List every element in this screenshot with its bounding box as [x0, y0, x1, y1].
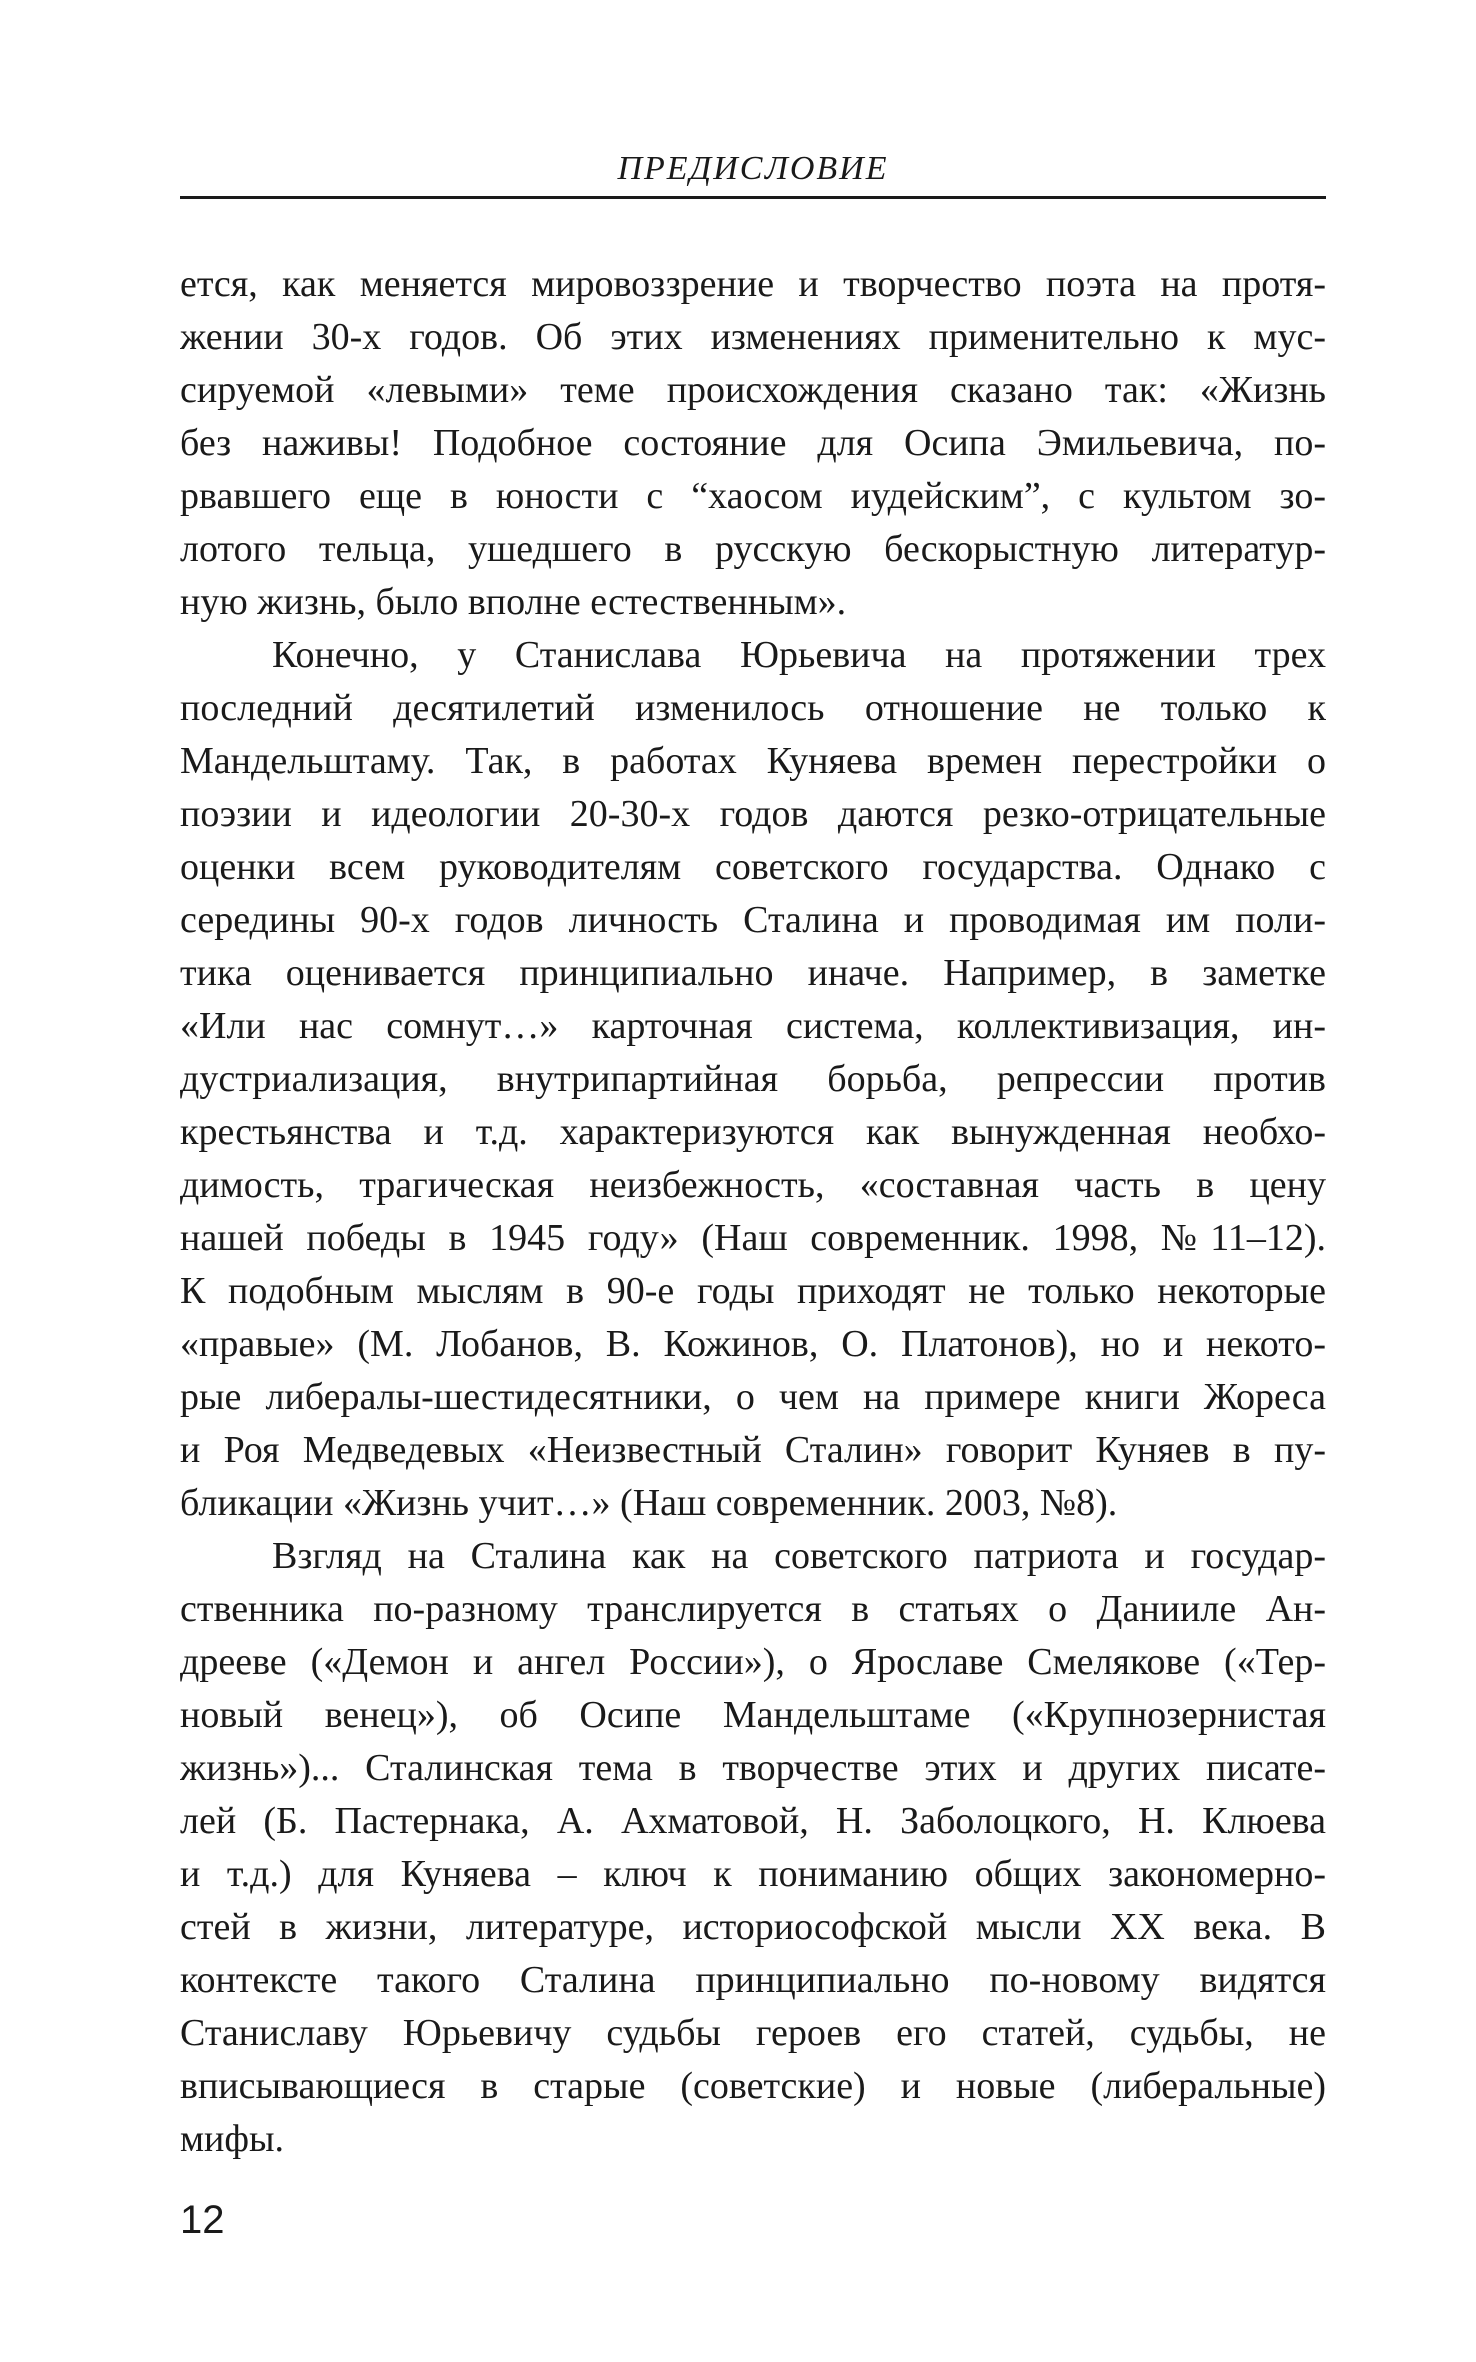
text-line: ственника по-разному транслируется в статьях о Данииле Ан- [180, 1588, 1326, 1630]
text-line: рвавшего еще в юности с “хаосом иудейским”, с культом зо- [180, 475, 1326, 517]
text-line: и Роя Медведевых «Неизвестный Сталин» говорит Куняев в пу- [180, 1429, 1326, 1471]
text-line: без наживы! Подобное состояние для Осипа Эмильевича, по- [180, 422, 1326, 464]
text-line: лотого тельца, ушедшего в русскую бескорыстную литератур- [180, 528, 1326, 570]
text-line: бликации «Жизнь учит…» (Наш современник. 2003, №8). [180, 1482, 1118, 1524]
text-line: димость, трагическая неизбежность, «составная часть в цену [180, 1164, 1326, 1206]
text-line: новый венец»), об Осипе Мандельштаме («Крупнозернистая [180, 1694, 1326, 1736]
text-line: контексте такого Сталина принципиально по-новому видятся [180, 1959, 1326, 2001]
page-number: 12 [180, 2198, 225, 2242]
text-line: жизнь»)... Сталинская тема в творчестве этих и других писате- [180, 1747, 1326, 1789]
text-line: ется, как меняется мировоззрение и творчество поэта на протя- [180, 263, 1326, 305]
text-line: Станиславу Юрьевичу судьбы героев его статей, судьбы, не [180, 2012, 1326, 2054]
text-line: дустриализация, внутрипартийная борьба, репрессии против [180, 1058, 1326, 1100]
text-line: стей в жизни, литературе, историософской мысли XX века. В [180, 1906, 1326, 1948]
text-line: Взгляд на Сталина как на советского патриота и государ- [272, 1535, 1326, 1577]
text-line: Мандельштаму. Так, в работах Куняева времен перестройки о [180, 740, 1326, 782]
text-line: середины 90-х годов личность Сталина и проводимая им поли- [180, 899, 1326, 941]
text-line: поэзии и идеологии 20-30-х годов даются резко-отрицательные [180, 793, 1326, 835]
text-line: крестьянства и т.д. характеризуются как вынужденная необхо- [180, 1111, 1326, 1153]
text-line: вписывающиеся в старые (советские) и новые (либеральные) [180, 2065, 1326, 2107]
header-rule [180, 196, 1326, 199]
text-line: мифы. [180, 2118, 285, 2160]
text-line: последний десятилетий изменилось отношение не только к [180, 687, 1326, 729]
text-line: нашей победы в 1945 году» (Наш современник. 1998, №11–12). [180, 1217, 1326, 1259]
text-line: рые либералы-шестидесятники, о чем на примере книги Жореса [180, 1376, 1326, 1418]
text-line: и т.д.) для Куняева – ключ к пониманию общих закономерно- [180, 1853, 1326, 1895]
running-head: ПРЕДИСЛОВИЕ [617, 150, 889, 187]
text-line: К подобным мыслям в 90-е годы приходят не только некоторые [180, 1270, 1326, 1312]
text-line: сируемой «левыми» теме происхождения сказано так: «Жизнь [180, 369, 1326, 411]
text-line: дреeве («Демон и ангел России»), о Ярославе Смелякове («Тер- [180, 1641, 1326, 1683]
body-text [180, 258, 1326, 2166]
text-line: оценки всем руководителям советского государства. Однако с [180, 846, 1326, 888]
text-line: «Или нас сомнут…» карточная система, коллективизация, ин- [180, 1005, 1326, 1047]
text-line: тика оценивается принципиально иначе. Например, в заметке [180, 952, 1326, 994]
text-line: «правые» (М. Лобанов, В. Кожинов, О. Платонов), но и некото- [180, 1323, 1326, 1365]
text-line: жении 30-х годов. Об этих изменениях применительно к мус- [180, 316, 1326, 358]
text-line: Конечно, у Станислава Юрьевича на протяжении трех [272, 634, 1326, 676]
text-line: лей (Б. Пастернака, А. Ахматовой, Н. Заболоцкого, Н. Клюева [180, 1800, 1326, 1842]
text-line: ную жизнь, было вполне естественным». [180, 581, 847, 623]
